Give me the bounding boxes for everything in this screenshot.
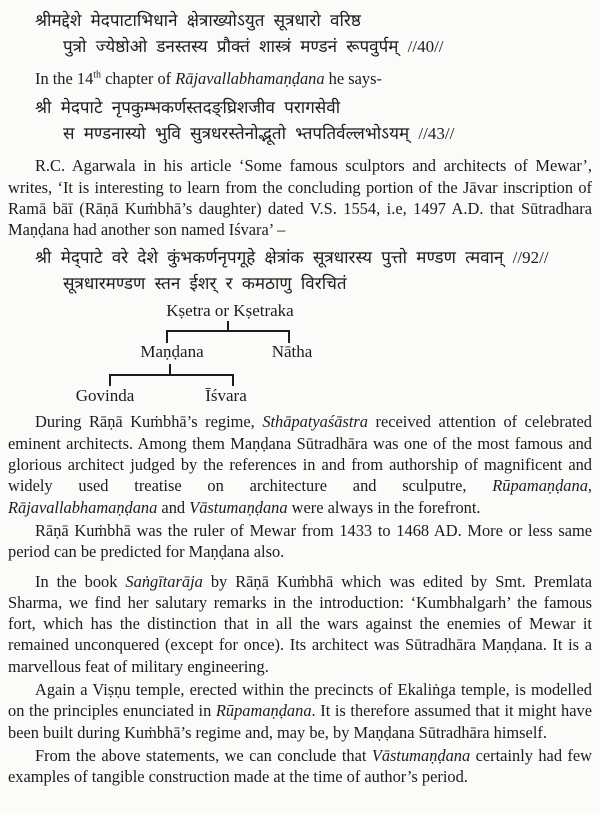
verse-40-line-1: श्रीमद्देशे मेदपाटाभिधाने क्षेत्राख्योऽयुत सूत्रधारो वरिष्ठ [35, 11, 361, 30]
tree-node-govinda: Govinda [75, 386, 135, 406]
tree-root-ksetra: Kṣetra or Kṣetraka [166, 301, 294, 321]
tree-node-natha: Nātha [271, 342, 313, 362]
tree-connector-line [109, 374, 111, 386]
paragraph-vishnu-temple: Again a Viṣṇu temple, erected within the precincts of Ekaliṅga temple, is modelled on the principles enunciated in Rūpamaṇḍana. It is therefore assumed that it might have been built during Kuṁbhā’s regime and, may be, by Maṇḍana Sūtradhāra himself. [8, 680, 592, 742]
intro-line: In the 14th chapter of Rājavallabhamaṇḍana he says- [35, 69, 382, 88]
tree-connector-line [166, 330, 290, 332]
paragraph-sangitaraja: In the book Saṅgītarāja by Rāṇā Kuṁbhā which was edited by Smt. Premlata Sharma, we find her salutary remarks in the introduction: ‘Kumbhalgarh’ the famous fort, which has the distinction that in all the wars against the enemies of Mewar it remained unconquered (except for once). Its architect was Sūtradhāra Maṇḍana. It is a marvellous feat of military engineering. [8, 571, 592, 676]
tree-connector-line [232, 374, 234, 386]
paragraph-agarwala-quote: R.C. Agarwala in his article ‘Some famous sculptors and architects of Mewar’, writes, ‘It is interesting to learn from the concluding portion of the Jāvar inscription of Ramā bāī (Rāṇā Kuṁbhā’s daughter) dated V.S. 1554, i.e, 1497 A.D. that Sūtradhara Maṇḍana had another son named Iśvara’ – [8, 156, 592, 240]
tree-connector-line [169, 364, 171, 374]
paragraph-ruler-dates: Rāṇā Kuṁbhā was the ruler of Mewar from 1433 to 1468 AD. More or less same period can be predicted for Maṇḍana also. [8, 520, 592, 562]
verse-43-line-1: श्री मेदपाटे नृपकुम्भकर्णस्तदङ्घ्रिशजीव परागसेवी [35, 98, 341, 118]
family-tree-diagram [8, 301, 592, 405]
sanskrit-verse-92 [8, 245, 592, 297]
paragraph-conclusion: From the above statements, we can conclude that Vāstumaṇḍana certainly had few examples of tangible construction made at the time of author’s period. [8, 745, 593, 787]
verse-92-line-2: सूत्रधारमण्डण स्तन ईशर् र कमठाणु विरचितं [63, 274, 347, 294]
sanskrit-verse-40 [8, 8, 592, 60]
tree-connector-line [109, 374, 234, 376]
verse-92-line-1: श्री मेद्पाटे वरे देशे कुंभकर्णनृपगूहे क्षेत्रांक सूत्रधारस्य पुत्तो मण्डण त्मवान् //92// [35, 248, 549, 268]
sanskrit-verse-43 [8, 95, 592, 147]
verse-40-line-2: पुत्रो ज्येष्ठोओ डनस्तस्य प्रौक्तं शास्त्रं मण्डनं रूपवुर्पम् //40// [63, 37, 444, 56]
paragraph-regime: During Rāṇā Kuṁbhā’s regime, Sthāpatyaśāstra received attention of celebrated eminent architects. Among them Maṇḍana Sūtradhāra was one of the most famous and glorious architect judged by the references in and from authorship of magnificent and widely used treatise on architecture and sculputre, Rūpamaṇḍana, Rājavallabhamaṇḍana and Vāstumaṇḍana were always in the forefront. [8, 412, 592, 517]
verse-43-line-2: स मण्डनास्यो भुवि सुत्रधरस्तेनोद्भूतो भ्तपतिर्वल्लभोऽयम् //43// [63, 124, 455, 144]
tree-node-isvara: Īśvara [205, 386, 247, 406]
tree-node-mandana: Maṇḍana [140, 342, 204, 362]
tree-connector-line [227, 321, 229, 330]
